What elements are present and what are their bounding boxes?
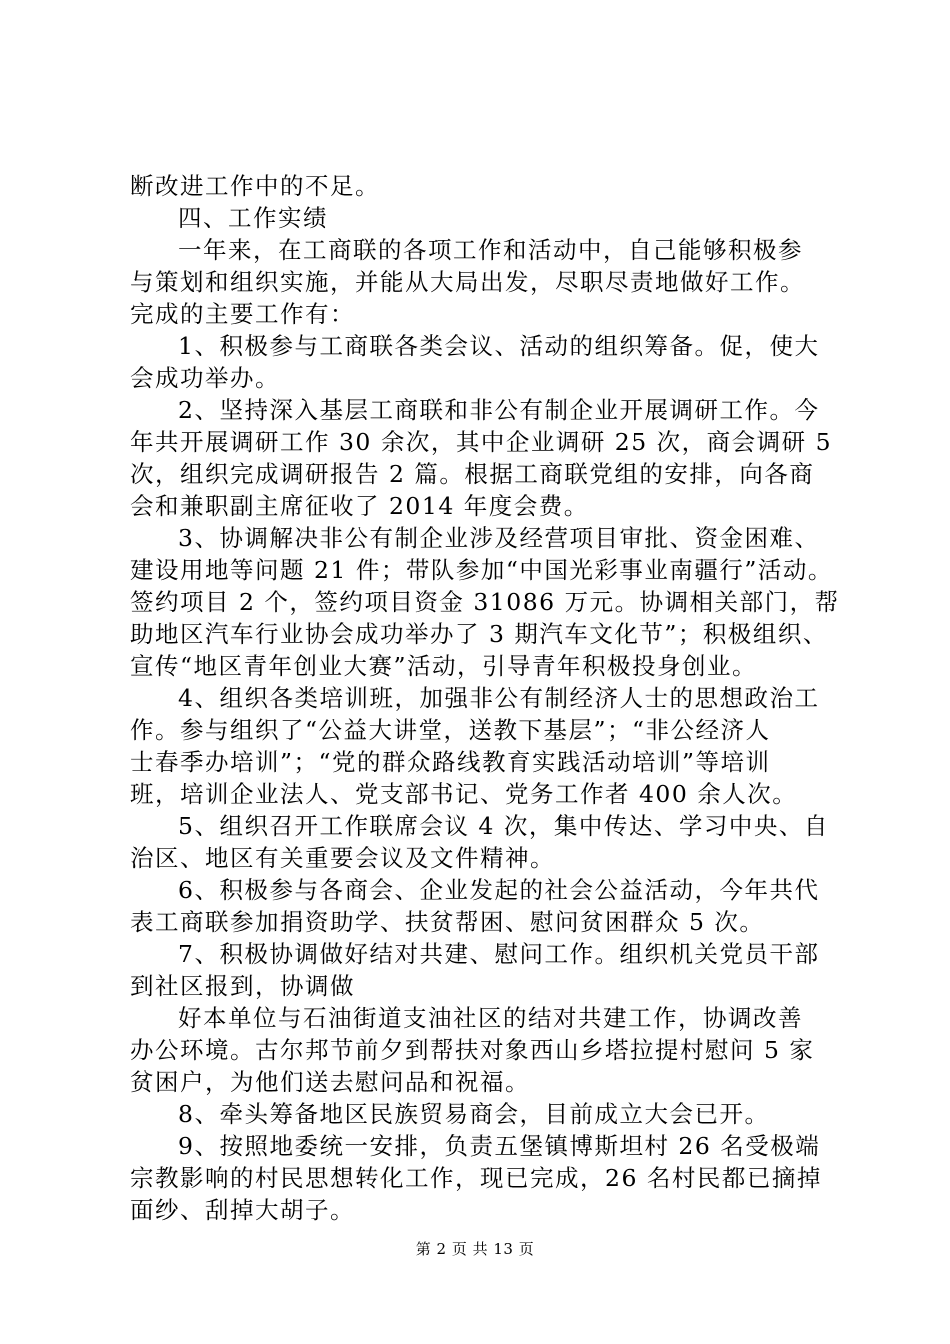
text-line: 助地区汽车行业协会成功举办了 3 期汽车文化节”；积极组织、 [130,620,828,648]
text-line: 会和兼职副主席征收了 2014 年度会费。 [130,492,589,520]
text-line: 签约项目 2 个，签约项目资金 31086 万元。协调相关部门，帮 [130,588,840,616]
document-body [130,170,840,1226]
text-line: 与策划和组织实施，并能从大局出发，尽职尽责地做好工作。 [130,268,805,296]
text-line: 到社区报到，协调做 [130,972,355,1000]
page-footer: 第 2 页 共 13 页 [415,1240,535,1258]
text-line: 建设用地等问题 21 件；带队参加“中国光彩事业南疆行”活动。 [130,556,833,584]
text-line: 6、积极参与各商会、企业发起的社会公益活动，今年共代 [178,876,820,904]
text-line: 宣传“地区青年创业大赛”活动，引导青年积极投身创业。 [130,652,758,680]
text-line: 宗教影响的村民思想转化工作，现已完成，26 名村民都已摘掉 [130,1164,822,1192]
text-line: 3、协调解决非公有制企业涉及经营项目审批、资金困难、 [178,524,820,552]
text-line: 作。参与组织了“公益大讲堂，送教下基层”；“非公经济人 [130,716,771,744]
text-line: 治区、地区有关重要会议及文件精神。 [130,844,555,872]
text-line: 2、坚持深入基层工商联和非公有制企业开展调研工作。今 [178,396,820,424]
text-line: 四、工作实绩 [178,204,328,232]
text-line: 1、积极参与工商联各类会议、活动的组织筹备。促，使大 [178,332,820,360]
text-line: 会成功举办。 [130,364,280,392]
text-line: 面纱、刮掉大胡子。 [130,1196,355,1224]
text-line: 断改进工作中的不足。 [130,172,380,200]
text-line: 7、积极协调做好结对共建、慰问工作。组织机关党员干部 [178,940,820,968]
text-line: 完成的主要工作有： [130,300,355,328]
text-line: 贫困户，为他们送去慰问品和祝福。 [130,1068,530,1096]
text-line: 士春季办培训”；“党的群众路线教育实践活动培训”等培训 [130,748,771,776]
text-line: 9、按照地委统一安排，负责五堡镇博斯坦村 26 名受极端 [178,1132,821,1160]
text-line: 表工商联参加捐资助学、扶贫帮困、慰问贫困群众 5 次。 [130,908,765,936]
text-line: 年共开展调研工作 30 余次，其中企业调研 25 次，商会调研 5 [130,428,833,456]
text-line: 4、组织各类培训班，加强非公有制经济人士的思想政治工 [178,684,820,712]
text-line: 班，培训企业法人、党支部书记、党务工作者 400 余人次。 [130,780,798,808]
text-line: 5、组织召开工作联席会议 4 次，集中传达、学习中央、自 [178,812,829,840]
text-line: 好本单位与石油街道支油社区的结对共建工作，协调改善 [178,1004,803,1032]
text-line: 办公环境。古尔邦节前夕到帮扶对象西山乡塔拉提村慰问 5 家 [130,1036,815,1064]
text-line: 8、牵头筹备地区民族贸易商会，目前成立大会已开。 [178,1100,770,1128]
text-line: 次，组织完成调研报告 2 篇。根据工商联党组的安排，向各商 [130,460,815,488]
text-line: 一年来，在工商联的各项工作和活动中，自己能够积极参 [178,236,803,264]
